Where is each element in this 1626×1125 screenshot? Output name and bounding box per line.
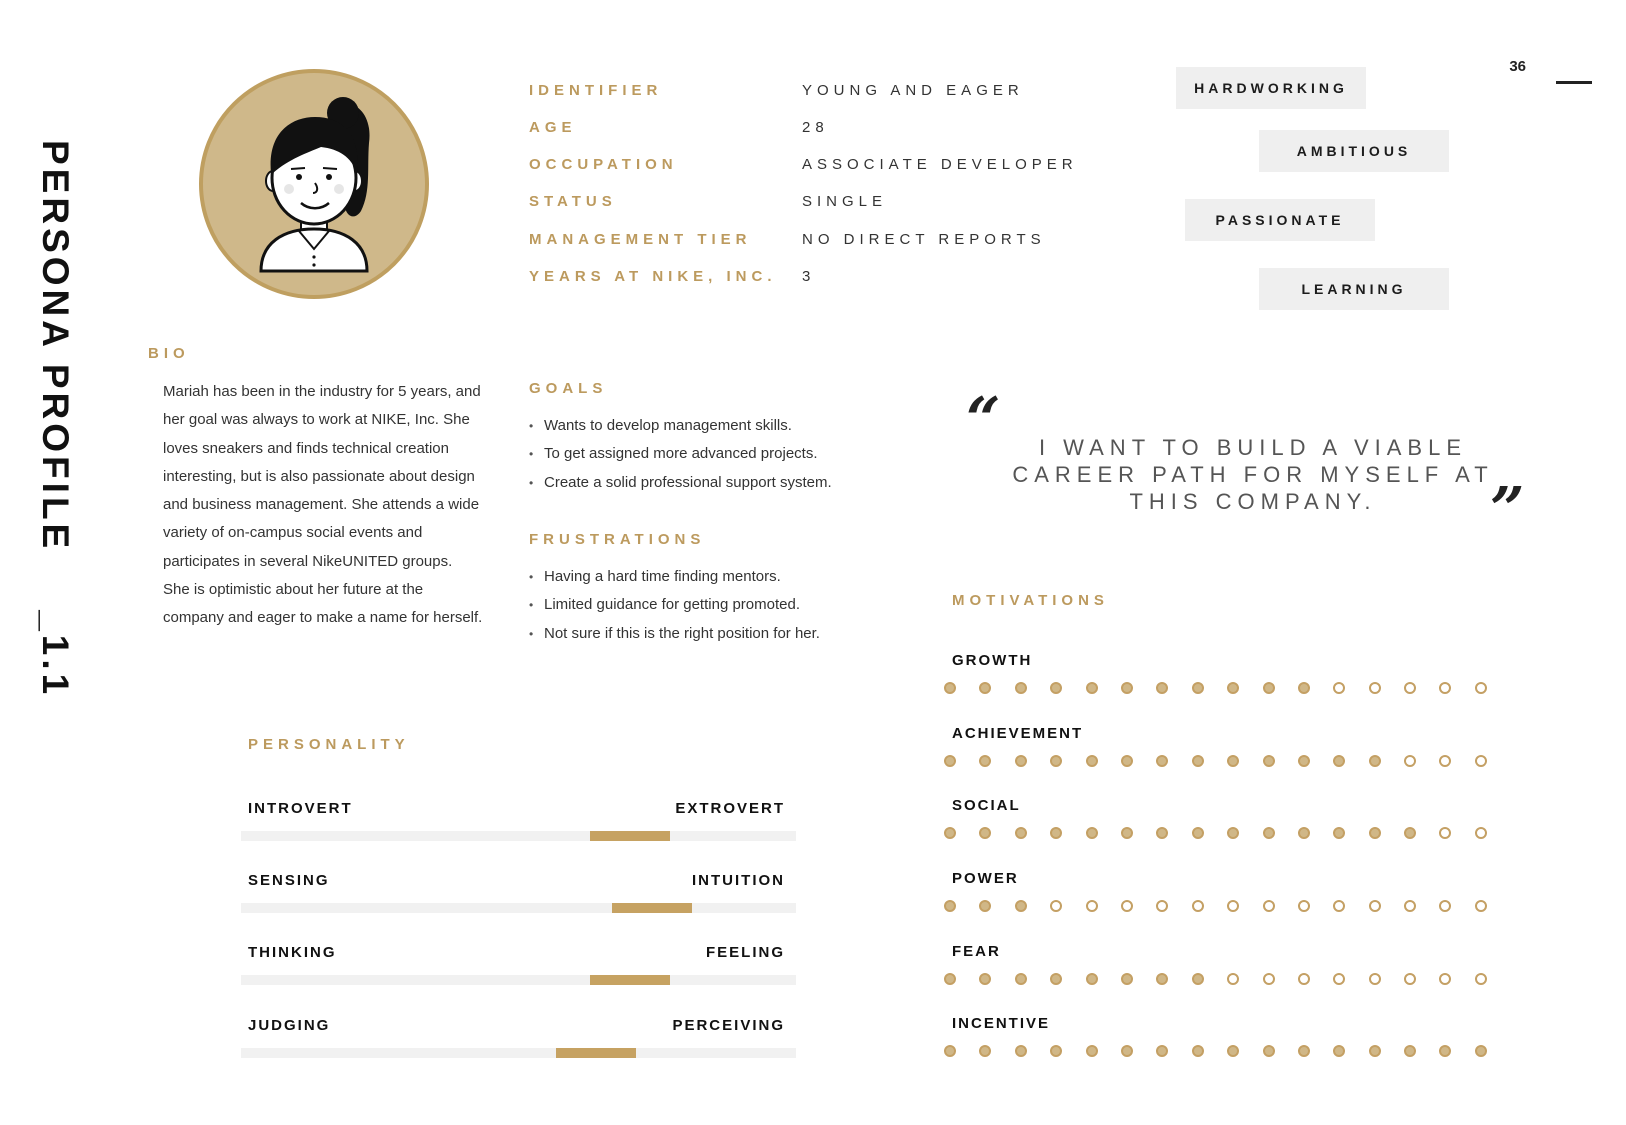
motivation-dot-empty bbox=[1439, 825, 1474, 841]
motivation-dot-filled bbox=[979, 753, 1014, 769]
personality-left-label: INTROVERT bbox=[248, 800, 353, 817]
motivation-dot-filled bbox=[1050, 825, 1085, 841]
avatar bbox=[199, 69, 429, 299]
motivation-dot-filled bbox=[1015, 1043, 1050, 1059]
personality-left-label: JUDGING bbox=[248, 1017, 331, 1034]
trait-tag: AMBITIOUS bbox=[1259, 130, 1449, 172]
quote-text: I WANT TO BUILD A VIABLE CAREER PATH FOR MYSELF AT THIS COMPANY. bbox=[1012, 435, 1494, 514]
motivation-dot-filled bbox=[1050, 680, 1085, 696]
motivation-dot-filled bbox=[944, 680, 979, 696]
personality-left-label: SENSING bbox=[248, 872, 330, 889]
motivation-dot-filled bbox=[1050, 1043, 1085, 1059]
list-item: • Limited guidance for getting promoted. bbox=[529, 591, 820, 619]
motivation-dot-filled bbox=[944, 971, 979, 987]
motivation-dots bbox=[944, 971, 1510, 987]
motivation-dot-filled bbox=[1192, 680, 1227, 696]
motivation-dot-empty bbox=[1121, 898, 1156, 914]
trait-tag: HARDWORKING bbox=[1176, 67, 1366, 109]
motivation-dot-empty bbox=[1369, 971, 1404, 987]
motivation-dot-empty bbox=[1475, 680, 1510, 696]
motivation-dot-filled bbox=[1263, 680, 1298, 696]
age-value: 28 bbox=[802, 119, 829, 136]
motivation-dot-filled bbox=[1086, 825, 1121, 841]
motivation-dot-filled bbox=[1192, 971, 1227, 987]
motivation-dot-filled bbox=[1015, 898, 1050, 914]
motivation-dot-filled bbox=[1333, 753, 1368, 769]
motivation-dot-empty bbox=[1333, 971, 1368, 987]
list-item: • Wants to develop management skills. bbox=[529, 412, 832, 440]
page-number: 36 bbox=[1509, 58, 1526, 75]
motivation-dot-filled bbox=[1369, 753, 1404, 769]
personality-marker bbox=[590, 831, 670, 841]
status-label: STATUS bbox=[529, 193, 617, 210]
motivation-dot-empty bbox=[1439, 753, 1474, 769]
occupation-value: ASSOCIATE DEVELOPER bbox=[802, 156, 1078, 173]
motivation-dot-filled bbox=[1121, 825, 1156, 841]
motivation-dots bbox=[944, 753, 1510, 769]
motivation-dot-filled bbox=[1227, 680, 1262, 696]
personality-right-label: EXTROVERT bbox=[675, 800, 785, 817]
motivation-dot-empty bbox=[1192, 898, 1227, 914]
motivation-dot-filled bbox=[1156, 825, 1191, 841]
personality-heading: PERSONALITY bbox=[248, 736, 410, 753]
motivation-dot-filled bbox=[1156, 971, 1191, 987]
motivation-dot-empty bbox=[1439, 971, 1474, 987]
motivation-dot-filled bbox=[1369, 825, 1404, 841]
motivation-dot-empty bbox=[1475, 971, 1510, 987]
motivation-dot-filled bbox=[1404, 1043, 1439, 1059]
motivation-dot-empty bbox=[1404, 971, 1439, 987]
motivation-dot-empty bbox=[1333, 898, 1368, 914]
personality-marker bbox=[612, 903, 692, 913]
motivation-dot-filled bbox=[1333, 1043, 1368, 1059]
personality-track bbox=[241, 903, 796, 913]
motivation-dot-empty bbox=[1298, 898, 1333, 914]
motivation-dot-filled bbox=[979, 680, 1014, 696]
bio-heading: BIO bbox=[148, 345, 190, 362]
motivation-dot-filled bbox=[1086, 971, 1121, 987]
trait-tag: LEARNING bbox=[1259, 268, 1449, 310]
motivation-dot-empty bbox=[1333, 680, 1368, 696]
management-tier-value: NO DIRECT REPORTS bbox=[802, 231, 1046, 248]
motivation-dot-filled bbox=[1121, 753, 1156, 769]
motivation-dot-filled bbox=[1015, 680, 1050, 696]
identifier-label: IDENTIFIER bbox=[529, 82, 663, 99]
motivation-dot-empty bbox=[1298, 971, 1333, 987]
motivation-dot-empty bbox=[1439, 680, 1474, 696]
motivation-name: SOCIAL bbox=[952, 797, 1021, 814]
personality-right-label: PERCEIVING bbox=[672, 1017, 785, 1034]
motivation-name: GROWTH bbox=[952, 652, 1033, 669]
motivation-dot-filled bbox=[1263, 825, 1298, 841]
motivation-dot-filled bbox=[1404, 825, 1439, 841]
motivation-dot-filled bbox=[1227, 753, 1262, 769]
page-title bbox=[36, 140, 76, 698]
motivation-dot-filled bbox=[1439, 1043, 1474, 1059]
motivation-dot-filled bbox=[1298, 1043, 1333, 1059]
age-label: AGE bbox=[529, 119, 577, 136]
motivation-dot-filled bbox=[979, 898, 1014, 914]
motivation-dot-filled bbox=[1086, 680, 1121, 696]
motivation-dots bbox=[944, 825, 1510, 841]
motivation-dot-filled bbox=[1156, 680, 1191, 696]
motivation-dot-filled bbox=[1192, 1043, 1227, 1059]
motivation-dot-filled bbox=[1263, 1043, 1298, 1059]
motivation-dot-filled bbox=[1121, 971, 1156, 987]
personality-left-label: THINKING bbox=[248, 944, 337, 961]
motivation-name: POWER bbox=[952, 870, 1019, 887]
motivation-dot-empty bbox=[1404, 680, 1439, 696]
motivation-dot-empty bbox=[1369, 680, 1404, 696]
goals-heading: GOALS bbox=[529, 380, 608, 397]
motivation-dot-empty bbox=[1227, 898, 1262, 914]
motivation-dot-empty bbox=[1475, 898, 1510, 914]
motivation-dot-filled bbox=[1263, 753, 1298, 769]
motivation-dot-empty bbox=[1475, 825, 1510, 841]
motivation-dot-filled bbox=[1369, 1043, 1404, 1059]
list-item: • To get assigned more advanced projects. bbox=[529, 440, 832, 468]
management-tier-label: MANAGEMENT TIER bbox=[529, 231, 752, 248]
motivation-dot-filled bbox=[1475, 1043, 1510, 1059]
motivation-dot-filled bbox=[1298, 825, 1333, 841]
motivation-dot-filled bbox=[1192, 753, 1227, 769]
motivation-name: INCENTIVE bbox=[952, 1015, 1051, 1032]
identifier-value: YOUNG AND EAGER bbox=[802, 82, 1024, 99]
motivation-dot-empty bbox=[1086, 898, 1121, 914]
motivation-name: ACHIEVEMENT bbox=[952, 725, 1084, 742]
motivation-name: FEAR bbox=[952, 943, 1001, 960]
list-item: • Not sure if this is the right position for her. bbox=[529, 620, 820, 648]
motivation-dot-filled bbox=[1192, 825, 1227, 841]
personality-track bbox=[241, 1048, 796, 1058]
motivation-dot-filled bbox=[1086, 1043, 1121, 1059]
motivation-dot-filled bbox=[1298, 753, 1333, 769]
personality-track bbox=[241, 975, 796, 985]
motivation-dot-empty bbox=[1227, 971, 1262, 987]
persona-avatar-icon bbox=[203, 73, 425, 295]
motivation-dots bbox=[944, 1043, 1510, 1059]
motivation-dot-filled bbox=[1156, 1043, 1191, 1059]
personality-marker bbox=[556, 1048, 636, 1058]
motivation-dot-filled bbox=[979, 1043, 1014, 1059]
quote-close-mark: ” bbox=[1490, 475, 1525, 545]
motivation-dot-empty bbox=[1369, 898, 1404, 914]
motivation-dot-filled bbox=[1121, 1043, 1156, 1059]
motivation-dot-filled bbox=[944, 753, 979, 769]
page-subtitle: _1.1 bbox=[35, 610, 76, 699]
motivation-dot-filled bbox=[1333, 825, 1368, 841]
page-number-underline bbox=[1556, 81, 1592, 84]
years-label: YEARS AT NIKE, INC. bbox=[529, 268, 777, 285]
motivation-dot-filled bbox=[1050, 971, 1085, 987]
years-value: 3 bbox=[802, 268, 816, 285]
motivation-dot-empty bbox=[1475, 753, 1510, 769]
frustrations-list bbox=[529, 563, 820, 648]
motivation-dot-filled bbox=[1156, 753, 1191, 769]
motivation-dot-filled bbox=[979, 825, 1014, 841]
personality-track bbox=[241, 831, 796, 841]
trait-tag: PASSIONATE bbox=[1185, 199, 1375, 241]
quote-open-mark: “ bbox=[966, 385, 1001, 455]
list-item: • Having a hard time finding mentors. bbox=[529, 563, 820, 591]
motivation-dot-empty bbox=[1439, 898, 1474, 914]
goals-list bbox=[529, 412, 832, 497]
motivation-dot-filled bbox=[944, 1043, 979, 1059]
status-value: SINGLE bbox=[802, 193, 888, 210]
motivation-dot-filled bbox=[1015, 753, 1050, 769]
motivation-dot-filled bbox=[1227, 1043, 1262, 1059]
motivation-dot-filled bbox=[1298, 680, 1333, 696]
motivation-dot-filled bbox=[1086, 753, 1121, 769]
bio-text: Mariah has been in the industry for 5 years, and her goal was always to work at NIKE, Inc. She loves sneakers and finds technical creation interesting, but is also passionate about design and business management. She attends a wide variety of on-campus social events and participates in several NikeUNITED groups. She is optimistic about her future at the company and eager to make a name for herself. bbox=[163, 383, 483, 627]
motivation-dot-filled bbox=[944, 825, 979, 841]
motivation-dot-filled bbox=[944, 898, 979, 914]
motivation-dot-filled bbox=[1050, 753, 1085, 769]
motivation-dot-empty bbox=[1156, 898, 1191, 914]
page-title-text: PERSONA PROFILE bbox=[35, 140, 76, 553]
motivations-heading: MOTIVATIONS bbox=[952, 592, 1109, 609]
motivation-dot-filled bbox=[1121, 680, 1156, 696]
personality-marker bbox=[590, 975, 670, 985]
motivation-dot-filled bbox=[1227, 825, 1262, 841]
motivation-dot-empty bbox=[1050, 898, 1085, 914]
motivation-dot-empty bbox=[1263, 898, 1298, 914]
occupation-label: OCCUPATION bbox=[529, 156, 678, 173]
frustrations-heading: FRUSTRATIONS bbox=[529, 531, 706, 548]
motivation-dot-filled bbox=[979, 971, 1014, 987]
motivation-dots bbox=[944, 898, 1510, 914]
motivation-dot-empty bbox=[1263, 971, 1298, 987]
motivation-dots bbox=[944, 680, 1510, 696]
motivation-dot-empty bbox=[1404, 898, 1439, 914]
motivation-dot-filled bbox=[1015, 825, 1050, 841]
personality-right-label: FEELING bbox=[705, 944, 785, 961]
personality-right-label: INTUITION bbox=[692, 872, 785, 889]
motivation-dot-empty bbox=[1404, 753, 1439, 769]
motivation-dot-filled bbox=[1015, 971, 1050, 987]
list-item: • Create a solid professional support system. bbox=[529, 469, 832, 497]
